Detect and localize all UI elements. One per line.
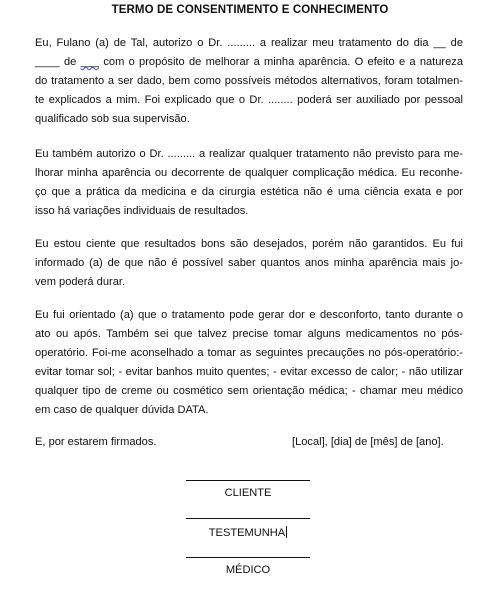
paragraph-line: isso há variações individuais de resultados. xyxy=(35,205,249,217)
paragraph-authorization xyxy=(35,34,463,129)
paragraph-results xyxy=(35,235,463,292)
text-cursor xyxy=(286,526,287,538)
paragraph-line: qualquer tipo de creme ou cosmético sem orientação médica; - chamar meu médico xyxy=(35,385,463,397)
signature-label-doctor: MÉDICO xyxy=(225,564,271,576)
signoff-statement: E, por estarem firmados. xyxy=(35,436,157,448)
spellcheck-underline: ___ xyxy=(80,56,100,68)
paragraph-line: qualificado sob sua supervisão. xyxy=(35,113,190,125)
signature-line-client xyxy=(186,480,310,481)
paragraph-precautions xyxy=(35,306,463,420)
paragraph-line: te explicados a mim. Foi explicado que o Dr. ........ poderá ser auxiliado por pessoal xyxy=(35,94,463,106)
paragraph-line: vem poderá durar. xyxy=(35,276,126,288)
paragraph-line: informado (a) de que não é possível saber quantos anos minha aparência mais jo- xyxy=(35,257,463,269)
signature-line-witness xyxy=(186,518,310,519)
blank-text-start: ____ de xyxy=(35,56,81,68)
paragraph-line: operatório. Foi-me aconselhado a tomar as seguintes precauções no pós-operatório:- xyxy=(35,347,463,359)
blank-text-end: com o propósito de melhorar a minha aparência. O efeito e a natureza xyxy=(99,56,464,68)
paragraph-line: em caso de qualquer dúvida DATA. xyxy=(35,404,209,416)
signature-line-doctor xyxy=(186,557,310,558)
paragraph-line: Eu, Fulano (a) de Tal, autorizo o Dr. ......... a realizar meu tratamento do dia __ de xyxy=(35,37,463,49)
paragraph-line: Eu fui orientado (a) que o tratamento pode gerar dor e desconforto, tanto durante o xyxy=(35,309,463,321)
paragraph-line: Eu estou ciente que resultados bons são desejados, porém não garantidos. Eu fui xyxy=(35,238,463,250)
place-date-line: [Local], [dia] de [mês] de [ano]. xyxy=(292,436,444,448)
signature-label-witness-wrap xyxy=(160,526,336,539)
signature-label-client: CLIENTE xyxy=(224,487,272,499)
paragraph-line: do tratamento a ser dado, bem como possíveis métodos alternativos, foram totalmen- xyxy=(35,75,463,87)
paragraph-line: Eu também autorizo o Dr. ......... a realizar qualquer tratamento não previsto para me- xyxy=(35,148,463,160)
paragraph-line: lhorar minha aparência ou decorrente de qualquer complicação médica. Eu reconhe- xyxy=(35,167,463,179)
paragraph-line: evitar tomar sol; - evitar banhos muito quentes; - evitar excesso de calor; - não utilizar xyxy=(35,366,463,378)
paragraph-line-with-blank xyxy=(35,53,463,72)
signature-label-witness: TESTEMUNHA xyxy=(208,527,286,539)
paragraph-line: ato ou após. Também sei que talvez precise tomar alguns medicamentos no pós- xyxy=(35,328,463,340)
paragraph-line: ço que a prática da medicina e da cirurgia estética não é uma ciência exata e por xyxy=(35,186,463,198)
paragraph-additional-treatment xyxy=(35,145,463,221)
document-title: TERMO DE CONSENTIMENTO E CONHECIMENTO xyxy=(111,4,389,16)
